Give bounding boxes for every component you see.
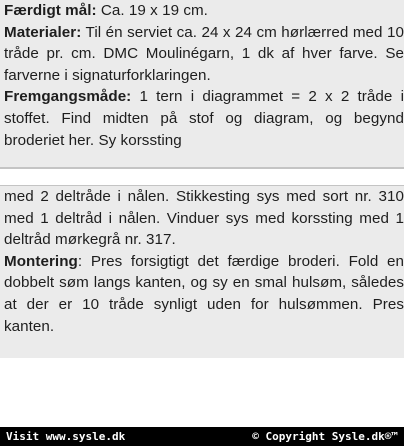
assembly-label: Montering xyxy=(4,252,78,270)
materials-text: Til én serviet ca. 24 x 24 cm hørlærred med 10 tråde pr. cm. DMC Moulinégarn, 1 dk af hver farve. Se farverne i signaturforklaringen. xyxy=(4,23,404,84)
materials-label: Materialer: xyxy=(4,23,82,41)
column-gap xyxy=(0,171,404,185)
continuation-paragraph xyxy=(4,186,404,251)
method-paragraph xyxy=(4,86,404,151)
instructions-bottom-block xyxy=(0,185,404,358)
instructions-top-block xyxy=(0,0,404,169)
finished-size-label: Færdigt mål: xyxy=(4,2,97,19)
method-text: 1 tern i diagrammet = 2 x 2 tråde i stoffet. Find midten på stof og diagram, og begynd broderiet her. Sy korssting xyxy=(4,88,404,149)
materials-paragraph xyxy=(4,22,404,87)
footer-copyright: © Copyright Sysle.dk®™ xyxy=(252,430,398,443)
footer-visit-link[interactable]: Visit www.sysle.dk xyxy=(6,430,126,443)
assembly-text: : Pres forsigtigt det færdige broderi. Fold en dobbelt søm langs kanten, og sy en smal hulsøm, således at der er 10 tråde synligt uden for hulsømmen. Pres kanten. xyxy=(4,252,404,335)
continuation-text: med 2 deltråde i nålen. Stikkesting sys med sort nr. 310 med 1 deltråd i nålen. Vinduer sys med korssting med 1 deltråd mørkegrå nr. 317. xyxy=(4,188,404,249)
finished-size-text: Ca. 19 x 19 cm. xyxy=(96,2,208,19)
method-label: Fremgangsmåde: xyxy=(4,88,132,106)
assembly-paragraph xyxy=(4,251,404,337)
footer-bar xyxy=(0,427,404,446)
finished-size-paragraph xyxy=(4,0,404,22)
